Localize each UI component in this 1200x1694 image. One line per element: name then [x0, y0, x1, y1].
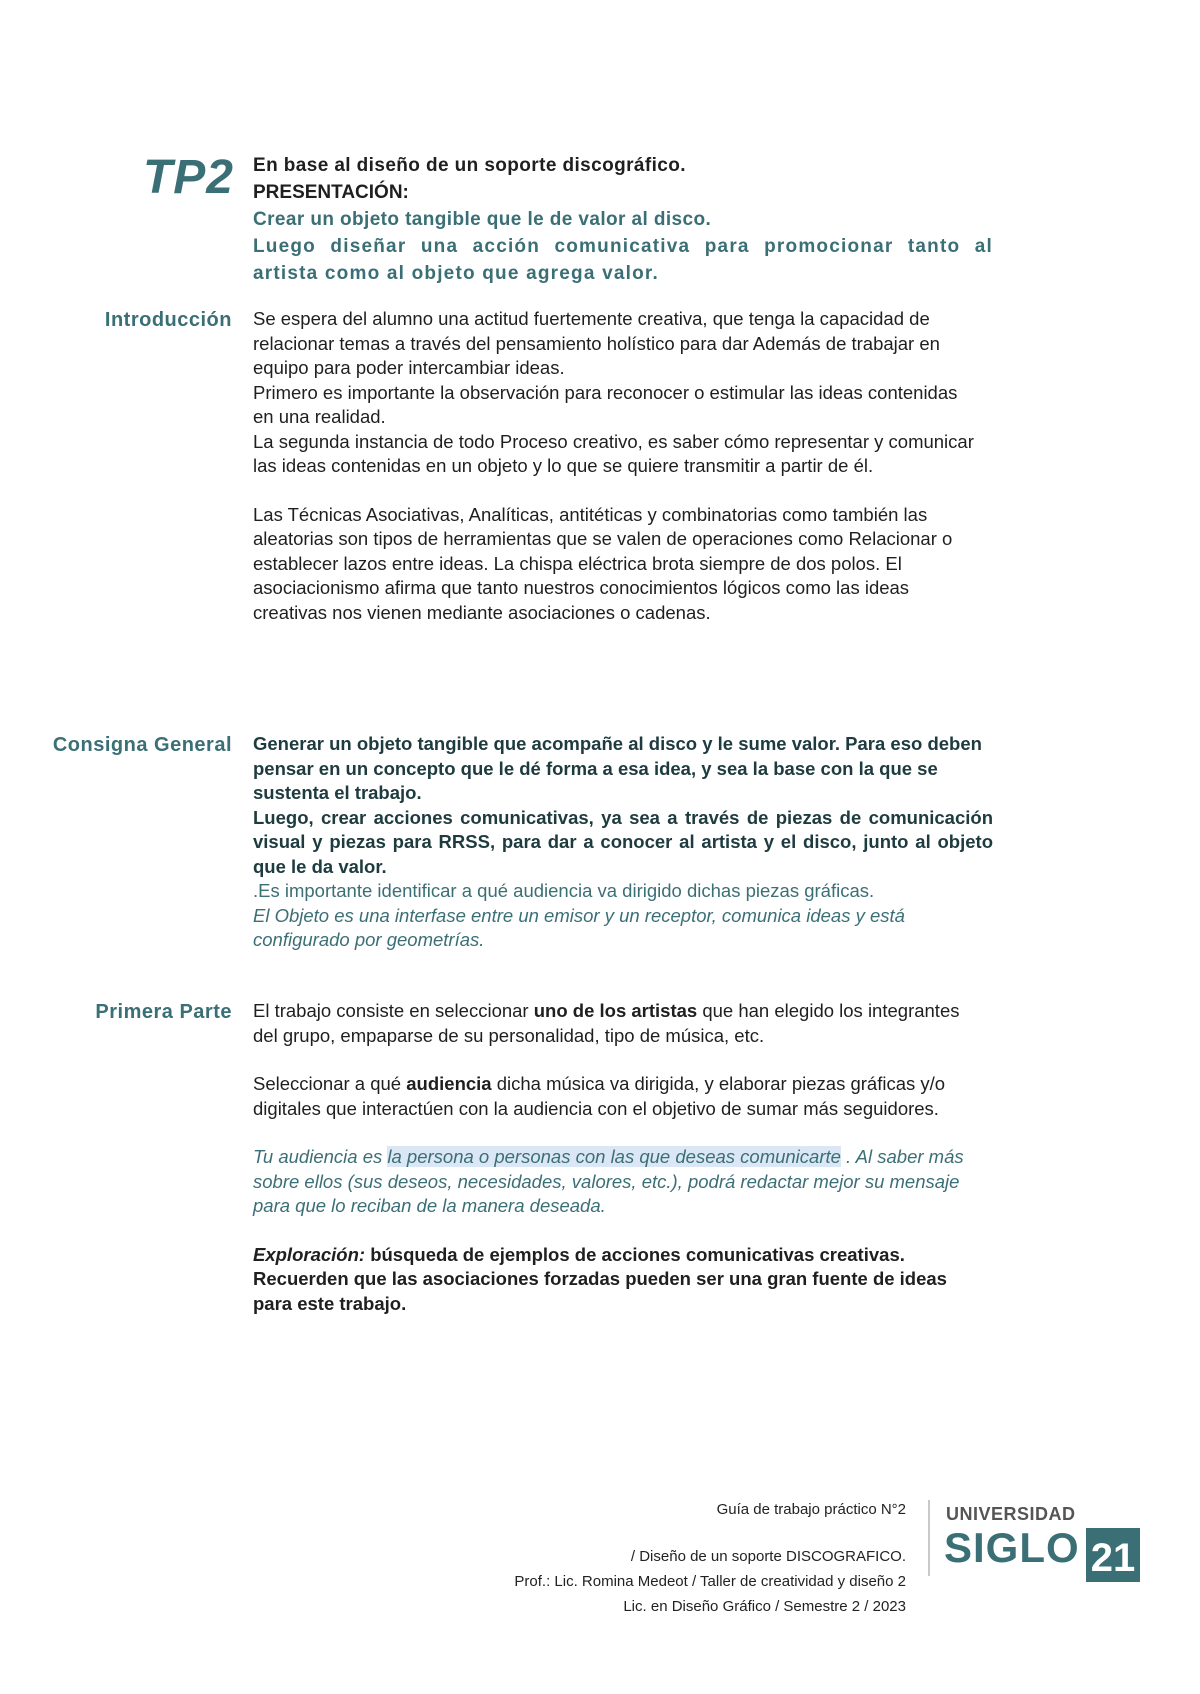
spacer [253, 1219, 983, 1243]
footer-line2: / Diseño de un soporte DISCOGRAFICO. [630, 1548, 906, 1565]
primera-paragraph-1 [253, 999, 983, 1048]
primera-paragraph-3 [253, 1145, 983, 1219]
footer-divider [928, 1500, 930, 1576]
logo-badge-text: 21 [1090, 1536, 1136, 1580]
primera-paragraph-4 [253, 1243, 983, 1317]
consigna-paragraph-4: El Objeto es una interfase entre un emisor y un receptor, comunica ideas y está configurado por geometrías. [253, 904, 905, 950]
university-logo [946, 1504, 1146, 1584]
primera-p2-text-a: Seleccionar a qué [253, 1073, 407, 1094]
spacer [253, 479, 983, 503]
tp-label: TP2 [142, 151, 234, 204]
spacer [253, 1121, 983, 1145]
footer-line4: Lic. en Diseño Gráfico / Semestre 2 / 2023 [623, 1598, 906, 1615]
consigna-body [253, 732, 993, 953]
section-label-consigna: Consigna General [52, 734, 232, 756]
logo-siglo-text: SIGLO [944, 1524, 1080, 1571]
primera-p1-text-c: que han elegido los integrantes del grupo, empaparse de su personalidad, tipo de música, etc. [253, 1000, 960, 1046]
header-line2: PRESENTACIÓN: [253, 182, 409, 203]
intro-paragraph-2: Primero es importante la observación para reconocer o estimular las ideas contenidas en una realidad. [253, 381, 958, 427]
consigna-paragraph-3: .Es importante identificar a qué audiencia va dirigido dichas piezas gráficas. [253, 880, 875, 901]
spacer [253, 1048, 983, 1072]
intro-paragraph-1: Se espera del alumno una actitud fuertemente creativa, que tenga la capacidad de relacionar temas a través del pensamiento holístico para dar Además de trabajar en equipo para poder intercambiar ideas. [253, 308, 940, 378]
footer-block [514, 1497, 906, 1619]
footer-line3: Prof.: Lic. Romina Medeot / Taller de creatividad y diseño 2 [514, 1573, 906, 1590]
logo-21-badge [1086, 1528, 1140, 1582]
primera-p2-text-c: dicha música va dirigida, y elaborar piezas gráficas y/o digitales que interactúen con la audiencia con el objetivo de sumar más seguidores. [253, 1073, 946, 1119]
intro-paragraph-3: La segunda instancia de todo Proceso creativo, es saber cómo representar y comunicar las ideas contenidas en un objeto y lo que se quiere transmitir a partir de él. [253, 430, 974, 476]
header-line3: Crear un objeto tangible que le de valor al disco. [253, 209, 712, 230]
primera-body [253, 999, 983, 1316]
consigna-paragraph-2: Luego, crear acciones comunicativas, ya sea a través de piezas de comunicación visual y piezas para RRSS, para dar a conocer al artista y el disco, junto al objeto que le da valor. [253, 806, 993, 877]
header-block [253, 152, 993, 287]
primera-p4-exploracion: Exploración: [253, 1243, 366, 1265]
intro-paragraph-4: Las Técnicas Asociativas, Analíticas, antitéticas y combinatorias como también las aleatorias son tipos de herramientas que se valen de operaciones como Relacionar o establecer lazos entre ideas. La chispa eléctrica brota siempre de dos polos. El asociacionismo afirma que tanto nuestros conocimientos lógicos como las ideas creativas nos vienen mediante asociaciones o cadenas. [253, 503, 953, 623]
primera-p3-highlight: la persona o personas con las que deseas comunicarte [387, 1146, 841, 1167]
section-label-primera: Primera Parte [95, 1001, 232, 1023]
primera-p2-emphasis: audiencia [406, 1073, 492, 1094]
section-label-introduccion: Introducción [104, 309, 232, 331]
logo-universidad-text: UNIVERSIDAD [946, 1504, 1076, 1524]
footer-line1: Guía de trabajo práctico N°2 [716, 1501, 906, 1518]
primera-p3-text-a: Tu audiencia es [253, 1146, 388, 1167]
primera-p4-text: búsqueda de ejemplos de acciones comunicativas creativas. Recuerden que las asociaciones forzadas pueden ser una gran fuente de ideas para este trabajo. [253, 1243, 947, 1314]
header-line1: En base al diseño de un soporte discográfico. [253, 155, 686, 176]
primera-paragraph-2 [253, 1072, 983, 1121]
header-line4: Luego diseñar una acción comunicativa para promocionar tanto al artista como al objeto que agrega valor. [253, 236, 993, 284]
consigna-paragraph-1: Generar un objeto tangible que acompañe al disco y le sume valor. Para eso deben pensar en un concepto que le dé forma a esa idea, y sea la base con la que se sustenta el trabajo. [253, 733, 982, 803]
primera-p1-emphasis: uno de los artistas [533, 1000, 698, 1021]
primera-p1-text-a: El trabajo consiste en seleccionar [253, 1000, 534, 1021]
intro-body [253, 307, 983, 625]
primera-p3-text-c: . Al saber más sobre ellos (sus deseos, necesidades, valores, etc.), podrá redactar mejor su mensaje para que lo reciban de la manera deseada. [253, 1146, 964, 1216]
